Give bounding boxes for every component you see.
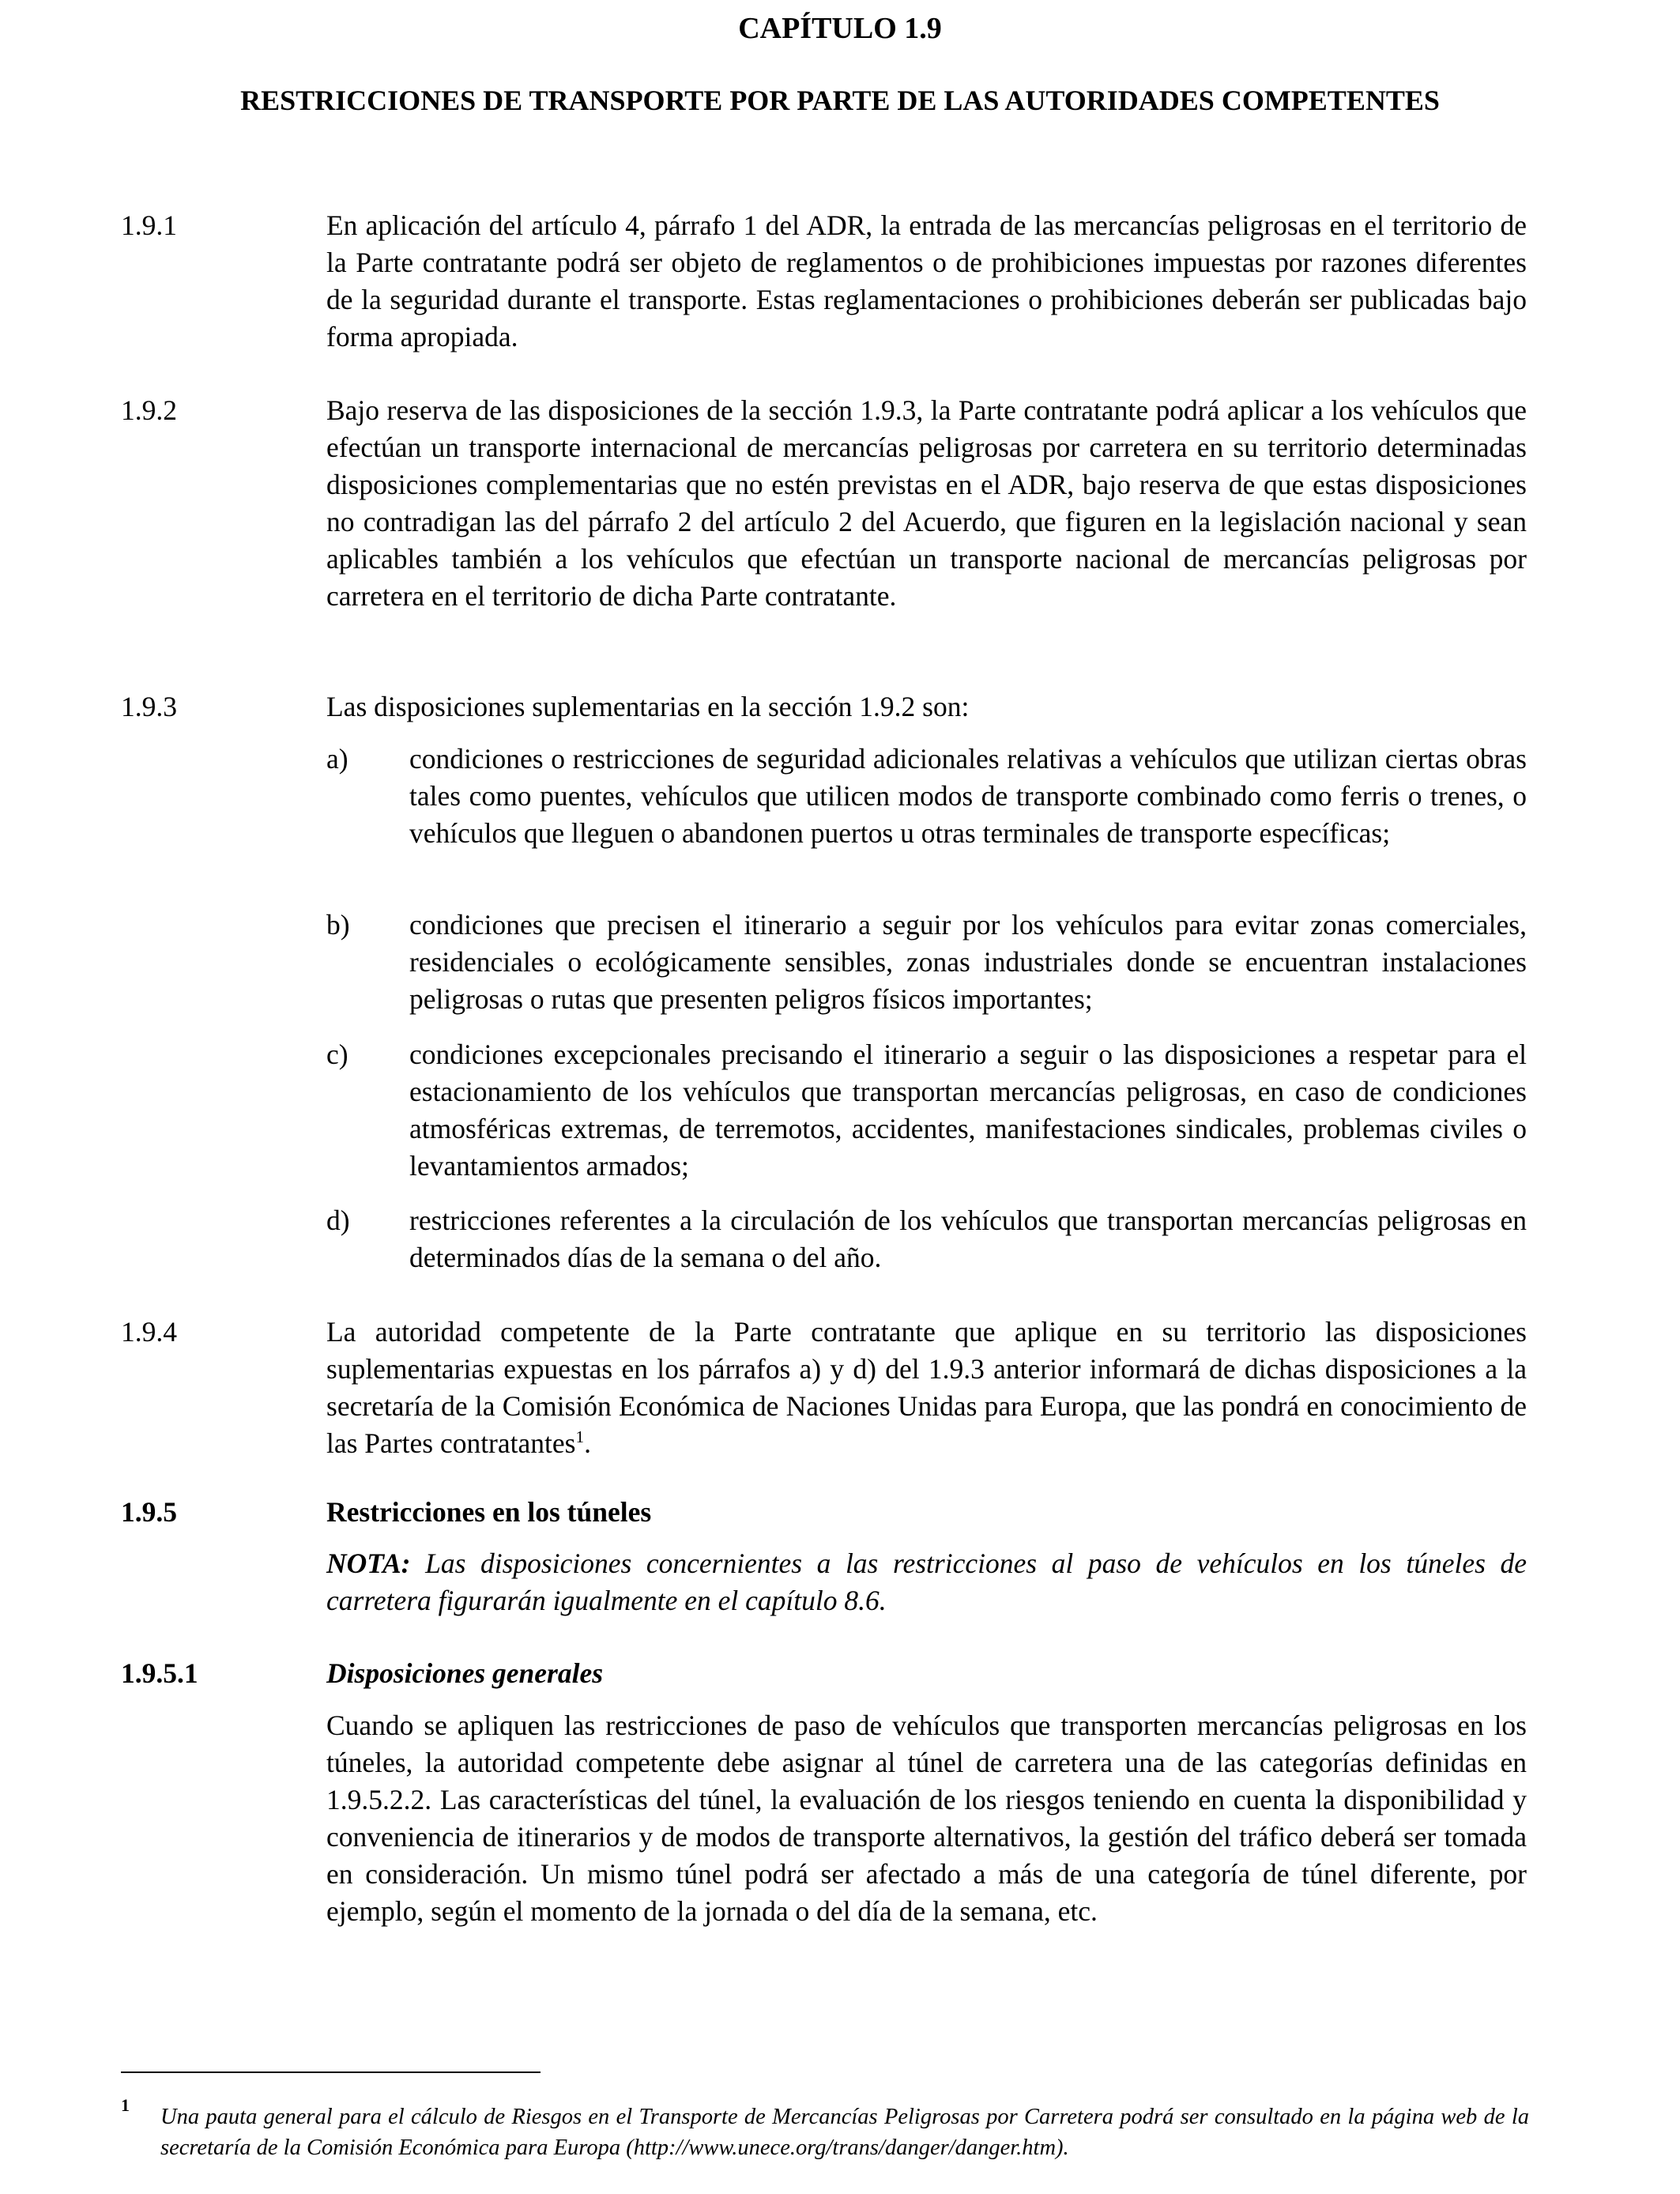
note-body: Las disposiciones concernientes a las restricciones al paso de vehículos en los túneles de carretera figurarán igualmente en el capítulo 8.6. xyxy=(326,1547,1527,1616)
section-number: 1.9.1 xyxy=(121,209,177,241)
list-item-text: condiciones excepcionales precisando el itinerario a seguir o las disposiciones a respetar para el estacionamiento de los vehículos que transportan mercancías peligrosas, en caso de condiciones atmosféricas extremas, de terremotos, accidentes, manifestaciones sindicales, problemas civiles o levantamientos armados; xyxy=(409,1039,1527,1182)
section-number: 1.9.3 xyxy=(121,691,177,722)
section-text: En aplicación del artículo 4, párrafo 1 del ADR, la entrada de las mercancías peligrosas en el territorio de la Parte contratante podrá ser objeto de reglamentos o de prohibiciones impuestas por razones diferentes de la seguridad durante el transporte. Estas reglamentaciones o prohibiciones deberán ser publicadas bajo forma apropiada. xyxy=(326,209,1527,352)
chapter-heading: CAPÍTULO 1.9 xyxy=(738,12,942,45)
footnote-number: 1 xyxy=(121,2095,130,2115)
section-number: 1.9.5 xyxy=(121,1496,177,1528)
list-item-label: c) xyxy=(326,1039,348,1070)
section-number: 1.9.5.1 xyxy=(121,1657,198,1689)
section-title: Restricciones en los túneles xyxy=(326,1496,652,1528)
footnote-separator xyxy=(121,2071,541,2073)
section-intro: Las disposiciones suplementarias en la sección 1.9.2 son: xyxy=(326,691,970,722)
list-item-text: condiciones que precisen el itinerario a seguir por los vehículos para evitar zonas comerciales, residenciales o ecológicamente sensibles, zonas industriales donde se encuentran instalaciones peligrosas o rutas que presenten peligros físicos importantes; xyxy=(409,909,1527,1015)
note-label: NOTA: xyxy=(326,1547,411,1579)
note-text xyxy=(326,1545,1527,1619)
section-number: 1.9.4 xyxy=(121,1316,177,1348)
section-text-end: . xyxy=(584,1427,591,1459)
list-item-label: d) xyxy=(326,1204,350,1236)
section-text: Cuando se apliquen las restricciones de paso de vehículos que transporten mercancías peligrosas en los túneles, la autoridad competente debe asignar al túnel de carretera una de las categorías definidas en 1.9.5.2.2. Las características del túnel, la evaluación de los riesgos teniendo en cuenta la disponibilidad y conveniencia de itinerarios y de modos de transporte alternativos, la gestión del tráfico deberá ser tomada en consideración. Un mismo túnel podrá ser afectado a más de una categoría de túnel diferente, por ejemplo, según el momento de la jornada o del día de la semana, etc. xyxy=(326,1710,1527,1927)
list-item-text: condiciones o restricciones de seguridad adicionales relativas a vehículos que utilizan ciertas obras tales como puentes, vehículos que utilicen modos de transporte combinado como ferris o trenes, o vehículos que lleguen o abandonen puertos u otras terminales de transporte específicas; xyxy=(409,743,1527,849)
section-title: Disposiciones generales xyxy=(326,1657,604,1689)
chapter-title: RESTRICCIONES DE TRANSPORTE POR PARTE DE LAS AUTORIDADES COMPETENTES xyxy=(240,85,1440,116)
list-item-text: restricciones referentes a la circulación de los vehículos que transportan mercancías peligrosas en determinados días de la semana o del año. xyxy=(409,1204,1527,1273)
section-text: Bajo reserva de las disposiciones de la sección 1.9.3, la Parte contratante podrá aplicar a los vehículos que efectúan un transporte internacional de mercancías peligrosas por carretera en su territorio determinadas disposiciones complementarias que no estén previstas en el ADR, bajo reserva de que estas disposiciones no contradigan las del párrafo 2 del artículo 2 del Acuerdo, que figuren en la legislación nacional y sean aplicables también a los vehículos que efectúan un transporte nacional de mercancías peligrosas por carretera en el territorio de dicha Parte contratante. xyxy=(326,394,1527,612)
section-text xyxy=(326,1314,1527,1462)
section-text-main: La autoridad competente de la Parte contratante que aplique en su territorio las disposiciones suplementarias expuestas en los párrafos a) y d) del 1.9.3 anterior informará de dichas disposiciones a la secretaría de la Comisión Económica de Naciones Unidas para Europa, que las pondrá en conocimiento de las Partes contratantes xyxy=(326,1316,1527,1459)
footnote-text: Una pauta general para el cálculo de Riesgos en el Transporte de Mercancías Peligrosas por Carretera podrá ser consultado en la página web de la secretaría de la Comisión Económica para Europa (http://www.unece.org/trans/danger/danger.htm). xyxy=(160,2105,1529,2160)
footnote-reference: 1 xyxy=(575,1427,585,1447)
section-number: 1.9.2 xyxy=(121,394,177,426)
list-item-label: a) xyxy=(326,743,348,775)
list-item-label: b) xyxy=(326,909,350,941)
